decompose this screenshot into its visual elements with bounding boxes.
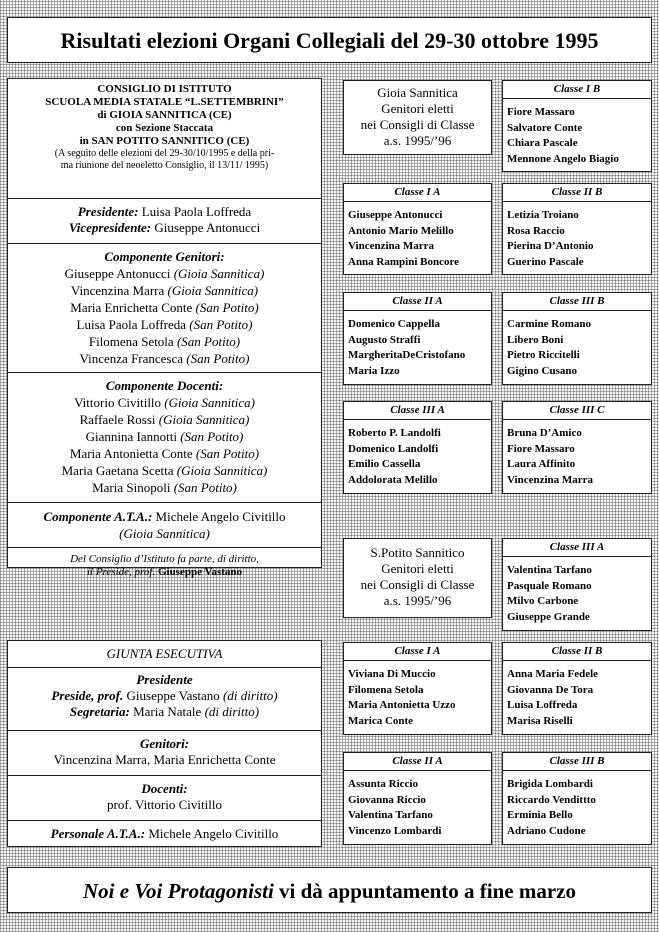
genitori-label: Componente Genitori: [104,249,225,264]
giunta-title: GIUNTA ESECUTIVA [8,641,321,668]
gioia-class-box: Classe III C Bruna D’Amico Fiore Massaro Laura Affinito Vincenzina Marra [502,401,652,494]
genitore-item: Luisa Paola Loffreda (San Potito) [76,317,253,332]
potito-class-box: Classe III A Valentina Tarfano Pasquale Romano Milvo Carbone Giuseppe Grande [502,538,652,631]
ata-name: Michele Angelo Civitillo [155,509,286,524]
componente-docenti-section [8,373,321,503]
consiglio-line: SCUOLA MEDIA STATALE “L.SETTEMBRINI” [45,96,284,108]
giunta-esecutiva-box [7,640,322,847]
genitore-item: Filomena Setola (San Potito) [88,334,241,349]
consiglio-note: ma riunione del neoeletto Consiglio, il 13/11/ 1995) [60,160,269,171]
consiglio-note: (A seguito delle elezioni del 29-30/10/1995 e della pri- [54,148,275,159]
ata-label: Componente A.T.A.: [43,509,153,524]
componente-genitori-section [8,244,321,373]
page-title: Risultati elezioni Organi Collegiali del 29-30 ottobre 1995 [7,17,652,63]
class-title: Classe II A [344,293,491,311]
giunta-presidente-section: Presidente Preside, prof. Giuseppe Vastano (di diritto) Segretaria: Maria Natale (di diritto) [8,668,321,731]
docenti-label: Componente Docenti: [105,378,224,393]
class-title: Classe II A [344,753,491,771]
giunta-docenti-section: Docenti: prof. Vittorio Civitillo [8,776,321,821]
class-title: Classe III C [503,402,651,420]
footer-text: vi dà appuntamento a fine marzo [279,879,576,903]
giunta-presidente-label: Presidente [136,672,193,687]
gioia-class-box: Classe III A Roberto P. Landolfi Domenico Landolfi Emilio Cassella Addolorata Melillo [343,401,492,494]
class-title: Classe I A [344,643,491,661]
consiglio-line: in SAN POTITO SANNITICO (CE) [79,135,250,147]
vicepresidente-name: Giuseppe Antonucci [154,220,261,235]
footer-italic: Noi e Voi Protagonisti [83,879,274,903]
diritto-note: Del Consiglio d’Istituto fa parte, di diritto, il Preside, prof. Giuseppe Vastano [70,553,259,578]
giunta-ata-section: Personale A.T.A.: Michele Angelo Civitillo [50,826,279,841]
giunta-genitori-section: Genitori: Vincenzina Marra, Maria Enrichetta Conte [8,731,321,776]
presidenza-section [8,199,321,244]
class-title: Classe I B [503,81,651,99]
potito-class-box: Classe II A Assunta Riccio Giovanna Riccio Valentina Tarfano Vincenzo Lombardi [343,752,492,845]
consiglio-line: CONSIGLIO DI ISTITUTO [97,83,232,95]
consiglio-line: con Sezione Staccata [115,122,214,134]
presidente-name: Luisa Paola Loffreda [141,204,252,219]
consiglio-line: di GIOIA SANNITICA (CE) [97,109,232,121]
docente-item: Vittorio Civitillo (Gioia Sannitica) [74,395,255,410]
consiglio-header [8,79,321,199]
class-title: Classe III B [503,293,651,311]
docente-item: Giannina Iannotti (San Potito) [85,429,244,444]
class-title: Classe III A [503,539,651,557]
class-title: Classe I A [344,184,491,202]
genitore-item: Vincenza Francesca (San Potito) [79,351,250,366]
docente-item: Maria Antonietta Conte (San Potito) [69,446,260,461]
potito-class-box: Classe II B Anna Maria Fedele Giovanna De Tora Luisa Loffreda Marisa Riselli [502,642,652,735]
gioia-class-box: Classe II B Letizia Troiano Rosa Raccio Pierina D’Antonio Guerino Pascale [502,183,652,275]
gioia-class-box: Classe II A Domenico Cappella Augusto Straffi MargheritaDeCristofano Maria Izzo [343,292,492,385]
gioia-class-box: Classe I A Giuseppe Antonucci Antonio Mario Melillo Vincenzina Marra Anna Rampini Boncore [343,183,492,275]
class-title: Classe II B [503,643,651,661]
docente-item: Maria Gaetana Scetta (Gioia Sannitica) [61,463,268,478]
potito-class-box: Classe I A Viviana Di Muccio Filomena Setola Maria Antonietta Uzzo Marica Conte [343,642,492,735]
class-title: Classe III A [344,402,491,420]
ata-place: (Gioia Sannitica) [119,526,210,541]
gioia-class-box: Classe I B Fiore Massaro Salvatore Conte Chiara Pascale Mennone Angelo Biagio [502,80,652,172]
genitore-item: Maria Enrichetta Conte (San Potito) [70,300,259,315]
docente-item: Raffaele Rossi (Gioia Sannitica) [79,412,250,427]
gioia-class-box: Classe III B Carmine Romano Libero Boni Pietro Riccitelli Gigino Cusano [502,292,652,385]
footer-banner [7,867,652,913]
consiglio-istituto-box [7,78,322,578]
componente-ata-section [8,503,321,548]
presidente-label: Presidente: [77,204,139,219]
docente-item: Maria Sinopoli (San Potito) [92,480,237,495]
vicepresidente-label: Vicepresidente: [68,220,152,235]
class-title: Classe III B [503,753,651,771]
genitore-item: Vincenzina Marra (Gioia Sannitica) [70,283,259,298]
genitore-item: Giuseppe Antonucci (Gioia Sannitica) [64,266,265,281]
gioia-sannitica-header: Gioia Sannitica Genitori eletti nei Consigli di Classe a.s. 1995/’96 [343,80,492,155]
class-title: Classe II B [503,184,651,202]
potito-class-box: Classe III B Brigida Lombardi Riccardo Vendittto Erminia Bello Adriano Cudone [502,752,652,845]
san-potito-header: S.Potito Sannitico Genitori eletti nei Consigli di Classe a.s. 1995/’96 [343,538,492,618]
